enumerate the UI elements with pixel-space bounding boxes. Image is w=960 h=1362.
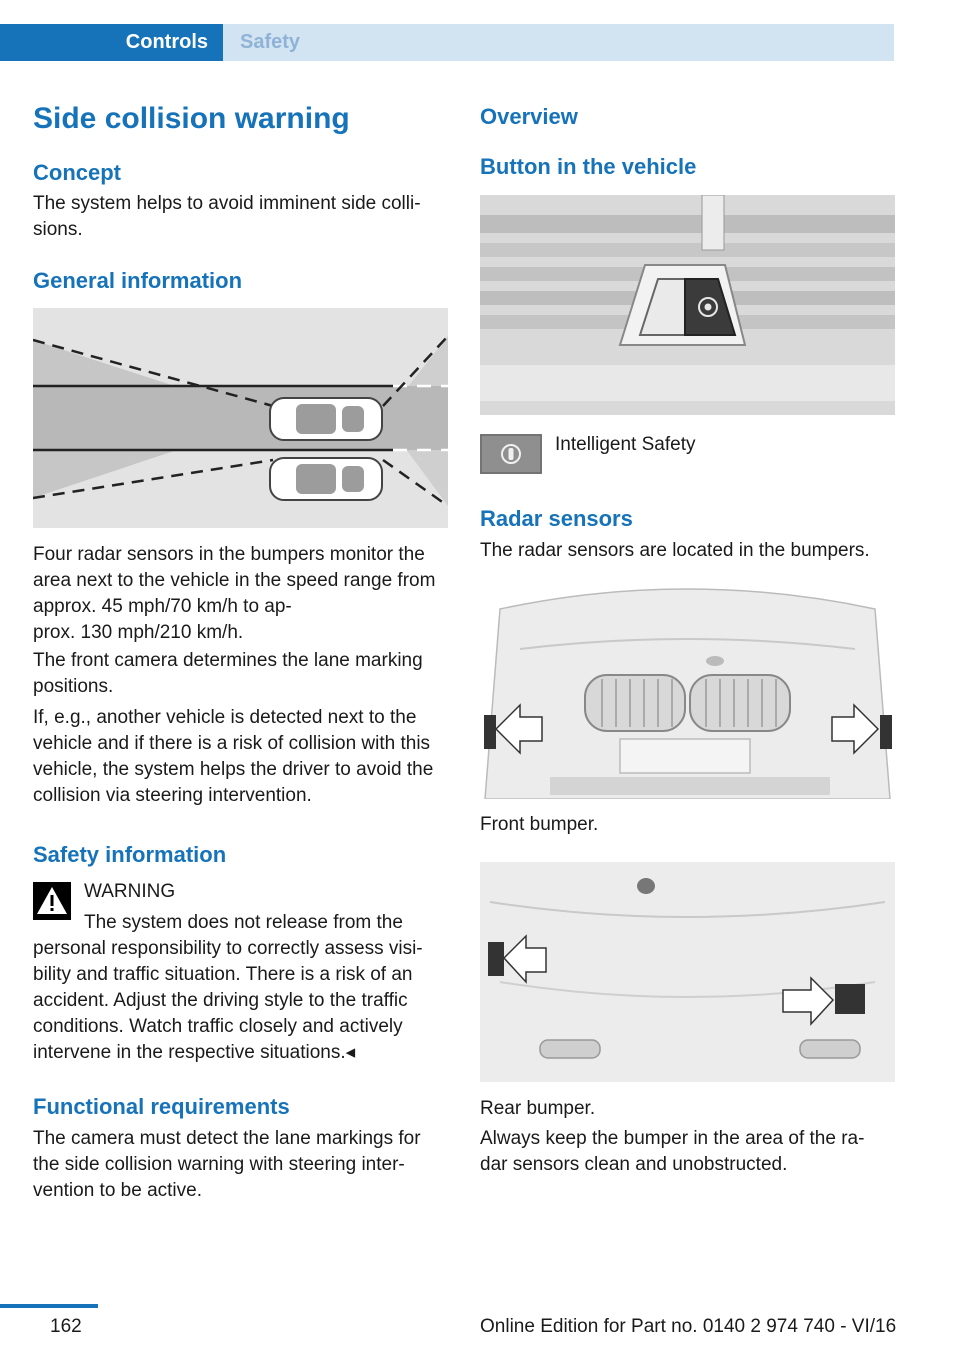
safety-heading: Safety information — [33, 842, 227, 867]
overview-heading: Overview — [480, 104, 578, 129]
rear-bumper-photo — [480, 862, 895, 1082]
warning-label: WARNING — [84, 881, 176, 902]
general-paragraph-2: The front camera determines the lane marking positions. — [33, 650, 423, 697]
general-paragraph-3: If, e.g., another vehicle is detected next to the vehicle and if there is a risk of collision with this vehicle, the system helps the driver to avoid the collision via steering intervention. — [33, 707, 434, 806]
radar-text: The radar sensors are located in the bumpers. — [480, 540, 870, 561]
front-bumper-caption: Front bumper. — [480, 814, 599, 835]
warning-text: The system does not release from the personal responsibility to correctly assess visi- bility and traffic situation. There is a risk of an accident. Adjust the driving style to the traffic conditions. Watch traffic closely and actively intervene in the respective situations.◂ — [33, 912, 423, 1063]
button-heading: Button in the vehicle — [480, 154, 697, 179]
general-paragraph-1: Four radar sensors in the bumpers monitor the area next to the vehicle in the speed range from approx. 45 mph/70 km/h to ap- prox. 130 mph/210 km/h. — [33, 544, 436, 643]
button-photo — [480, 195, 895, 415]
footer-edition: Online Edition for Part no. 0140 2 974 740 - VI/16 — [480, 1316, 897, 1337]
keep-clean-text: Always keep the bumper in the area of the ra- dar sensors clean and unobstructed. — [480, 1128, 865, 1175]
button-caption: Intelligent Safety — [555, 434, 696, 455]
concept-text: The system helps to avoid imminent side colli- sions. — [33, 193, 421, 240]
general-heading: General information — [33, 268, 243, 293]
page-title: Side collision warning — [33, 102, 350, 135]
radar-heading: Radar sensors — [480, 506, 633, 531]
rear-bumper-caption: Rear bumper. — [480, 1098, 596, 1119]
concept-heading: Concept — [33, 160, 121, 185]
functional-text: The camera must detect the lane markings for the side collision warning with steering inter- vention to be active. — [33, 1128, 421, 1201]
front-bumper-photo — [480, 579, 895, 799]
functional-heading: Functional requirements — [33, 1094, 290, 1119]
tab-controls[interactable]: Controls — [0, 24, 223, 61]
lane-diagram — [33, 308, 448, 528]
tab-safety[interactable]: Safety — [223, 24, 894, 61]
page-number: 162 — [50, 1316, 82, 1337]
footer-rule — [0, 1304, 98, 1308]
intelligent-safety-icon — [480, 434, 542, 474]
